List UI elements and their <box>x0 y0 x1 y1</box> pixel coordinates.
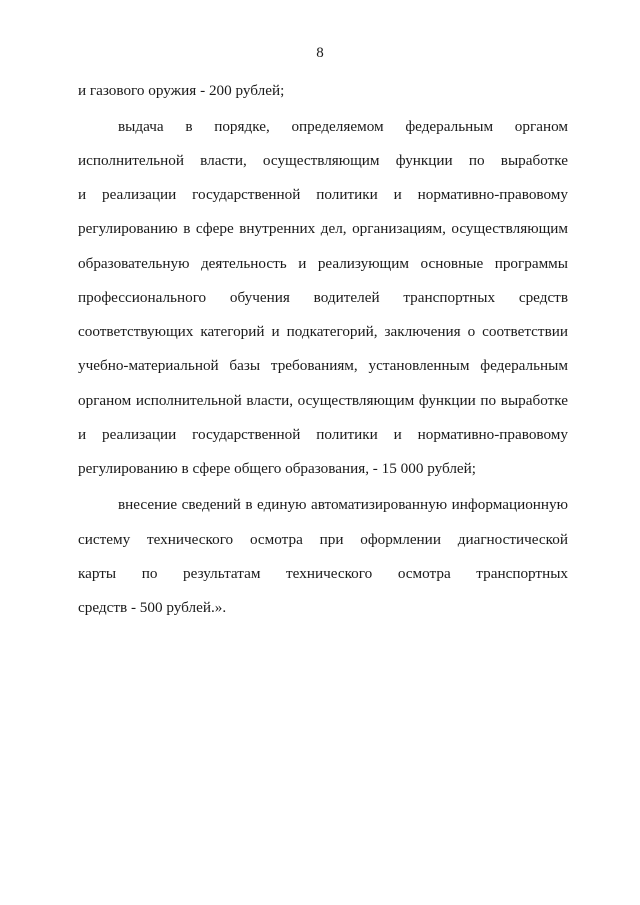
paragraph-line: средств - 500 рублей.». <box>78 599 227 616</box>
paragraph-line: профессионального обучения водителей транспортных средств <box>78 289 568 306</box>
paragraph-line: систему технического осмотра при оформлении диагностической <box>78 531 568 548</box>
paragraph-line: регулированию в сфере общего образования, - 15 000 рублей; <box>78 460 477 477</box>
paragraph-line: и реализации государственной политики и нормативно-правовому <box>78 186 568 203</box>
paragraph-line: соответствующих категорий и подкатегорий, заключения о соответствии <box>78 323 568 340</box>
paragraph-line: регулированию в сфере внутренних дел, организациям, осуществляющим <box>78 220 568 237</box>
paragraph-line: внесение сведений в единую автоматизированную информационную <box>118 496 568 513</box>
paragraph-line: и газового оружия - 200 рублей; <box>78 82 285 99</box>
paragraph-line: выдача в порядке, определяемом федеральным органом <box>118 118 568 135</box>
paragraph-line: исполнительной власти, осуществляющим функции по выработке <box>78 152 568 169</box>
paragraph-line: и реализации государственной политики и нормативно-правовому <box>78 426 568 443</box>
paragraph-line: учебно-материальной базы требованиям, установленным федеральным <box>78 357 568 374</box>
paragraph-line: органом исполнительной власти, осуществляющим функции по выработке <box>78 392 568 409</box>
paragraph-line: образовательную деятельность и реализующим основные программы <box>78 255 568 272</box>
page-number: 8 <box>316 45 324 61</box>
paragraph-line: карты по результатам технического осмотра транспортных <box>78 565 568 582</box>
